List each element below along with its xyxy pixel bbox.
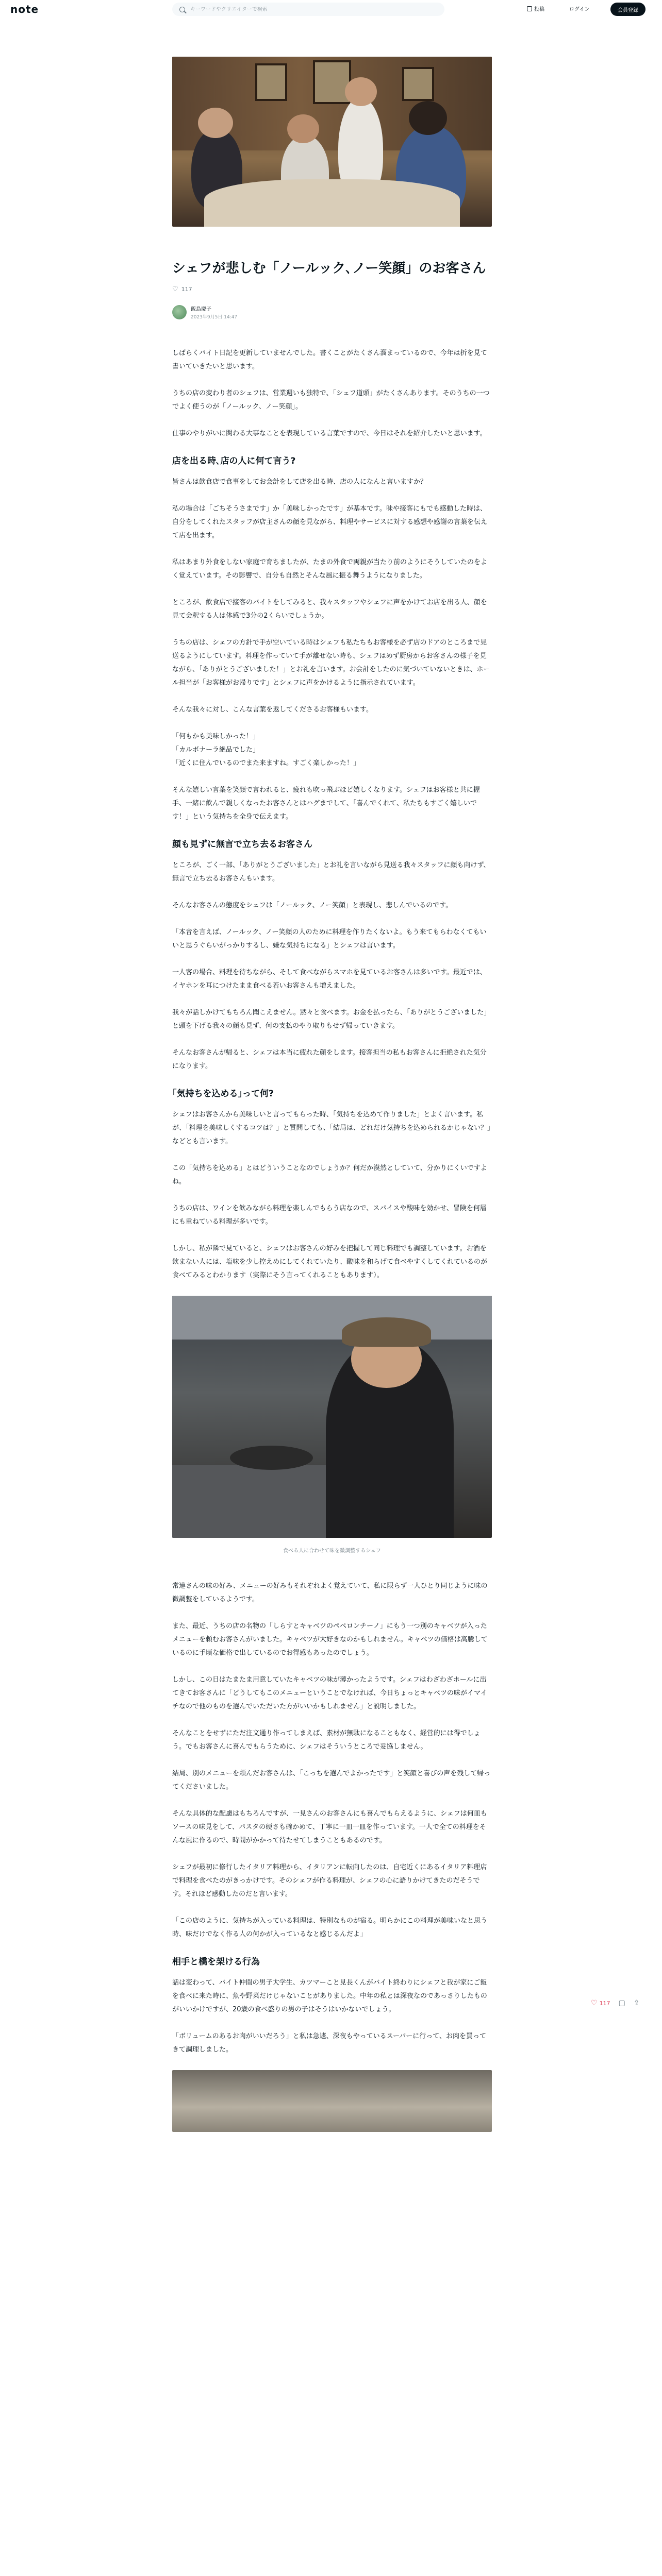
paragraph: 私の場合は「ごちそうさまです」か「美味しかったです」が基本です。味や接客にもでも感動した時は、自分をしてくれたスタッフが店主さんの顔を見ながら、料理やサービスに対する感想や感謝の言葉を伝えて店を出ます。 [172,505,488,539]
like-count: 117 [181,286,192,293]
login-link[interactable]: ログイン [569,7,590,12]
chef-photo [172,1296,492,1538]
paragraph: ところが、ごく一部、「ありがとうございました」とお礼を言いながら見送る我々スタッフに顔も向けず、無言で立ち去るお客さんもいます。 [172,861,490,883]
floating-actions [591,1999,640,2007]
paragraph: 我々が話しかけてもちろん聞こえません。黙々と食べます。お金を払ったら、「ありがとうございました」と頭を下げる我々の顔も見ず、何の支払のやり取りもせず帰っていきます。 [172,1009,491,1030]
quote-block [172,730,492,770]
paragraph: そんな具体的な配慮はもちろんですが、一見さんのお客さんにも喜んでもらえるように、シェフは何皿もソースの味見をして、パスタの硬さも確かめて、丁寧に一皿一皿を作っています。一人で全ての料理をそんな風に作るので、時間がかかって待たせてしまうこともあるのです。 [172,1810,487,1844]
section-heading: 店を出る時､店の人に何て言う? [172,456,296,466]
share-icon[interactable]: ⇪ [633,1999,640,2007]
quote-line: 「カルボナーラ絶品でした」 [172,746,260,754]
paragraph: 仕事のやりがいに関わる大事なことを表現している言葉ですので、今日はそれを紹介したいと思います。 [172,430,487,437]
paragraph: 一人客の場合、料理を待ちながら、そして食べながらスマホを見ているお客さんは多いです。最近では、イヤホンを耳につけたまま食べる若いお客さんも増えました。 [172,969,487,990]
quote-line: 「何もかも美味しかった！」 [172,733,260,740]
comment-icon[interactable]: ▢ [618,1999,625,2007]
site-header [0,0,662,19]
paragraph: 常連さんの味の好み、メニューの好みもそれぞれよく覚えていて、私に限らず一人ひとり同じように味の微調整をしているようです。 [172,1582,488,1603]
signup-button[interactable]: 会員登録 [610,3,646,16]
paragraph: 「本音を言えば、ノールック、ノー笑顔の人のために料理を作りたくないよ。もう来てもらわなくてもいいと思うぐらいがっかりするし、嫌な気持ちになる」とシェフは言います。 [172,928,487,950]
paragraph: そんなお客さんの態度をシェフは「ノールック、ノー笑顔」と表現し、悲しんでいるのです。 [172,902,453,909]
paragraph: また、最近、うちの店の名物の「しらすとキャベツのペペロンチーノ」にもう一つ別のキャベツが入ったメニューを頼むお客さんがいました。キャベツが大好きなのかもしれません。キャベツの価格は高騰しているのに手頃な価格で出しているのでお得感もあったのでしょう。 [172,1622,488,1657]
paragraph: うちの店は、シェフの方針で手が空いている時はシェフも私たちもお客様を必ず店のドアのところまで見送るようにしています。料理を作っていて手が離せない時も、シェフはめず厨房からお客さんの様子を見ながら、「ありがとうございました！」とお礼を言います。お会計をしたのに気づいていないときは、ホール担当が「お客様がお帰りです」とシェフに声をかけるように指示されています。 [172,639,490,687]
pencil-icon [527,6,532,11]
heart-icon: ♡ [172,285,178,293]
post-label: 投稿 [534,7,544,12]
search-icon [179,7,185,12]
search-box[interactable] [172,3,444,16]
author-name[interactable]: 飯島慶子 [191,307,211,312]
paragraph: うちの店の変わり者のシェフは、営業週いも独特で、「シェフ道頭」がたくさんあります。そのうちの一つでよく使うのが「ノールック、ノー笑顔」。 [172,389,490,411]
paragraph: しかし、この日はたまたま用意していたキャベツの味が薄かったようです。シェフはわざわざホールに出てきてお客さんに「どうしてもこのメニューということでなければ、今日ちょっとキャベツの味がイマイチなので他のものを選んでいただいた方がいいかもしれません」と説明しました。 [172,1676,487,1710]
section-heading: 顔も見ずに無言で立ち去るお客さん [172,839,312,850]
article [172,57,492,2132]
paragraph: しばらくバイト日記を更新していませんでした。書くことがたくさん溜まっているので、今年は折を見て書いていきたいと思います。 [172,349,487,370]
heart-icon: ♡ [591,1999,598,2007]
author-block[interactable] [172,304,492,320]
post-date: 2023年9月5日 14:47 [191,315,238,320]
paragraph: そんな我々に対し、こんな言葉を返してくださるお客様もいます。 [172,706,373,714]
paragraph: シェフはお客さんから美味しいと言ってもらった時、「気持ちを込めて作りました」とよく言います。私が、「料理を美味しくするコツは？」と質問しても、「結局は、どれだけ気持ちを込められるかじゃない？」などとも言います。 [172,1111,491,1145]
paragraph: 私はあまり外食をしない家庭で育ちましたが、たまの外食で両親が当たり前のようにそうしていたのをよく覚えています。その影響で、自分も自然とそんな風に振る舞うようになりました。 [172,558,488,580]
post-button[interactable] [527,5,544,12]
paragraph: 皆さんは飲食店で食事をしてお会計をして店を出る時、店の人になんと言いますか？ [172,478,427,486]
photo-caption: 食べる人に合わせて味を微調整するシェフ [283,1548,381,1554]
paragraph: 結局、別のメニューを頼んだお客さんは、「こっちを選んでよかったです」と笑顔と喜びの声を残して帰ってくださいました。 [172,1770,491,1791]
paragraph: ところが、飲食店で接客のバイトをしてみると、我々スタッフやシェフに声をかけてお店を出る人、顔を見て会釈する人は体感で3分の2くらいでしょうか。 [172,599,487,620]
paragraph: この「気持ちを込める」とはどういうことなのでしょうか？何だか漠然としていて、分かりにくいですよね。 [172,1164,487,1185]
author-avatar[interactable] [172,305,187,319]
section-heading: 相手と橋を架ける行為 [172,1957,260,1967]
section-heading: ｢気持ちを込める｣って何? [172,1089,274,1099]
article-photo [172,2070,492,2132]
header-photo [172,57,492,227]
paragraph: シェフが最初に修行したイタリア料理から、イタリアンに転向したのは、自宅近くにあるイタリア料理店で料理を食べたのがきっかけです。そのシェフが作る料理が、シェフの心に語りかけてきたのだそうです。それほど感動したのだと言います。 [172,1863,487,1898]
article-body [172,347,492,2132]
paragraph: 「ボリュームのあるお肉がいいだろう」と私は急遽、深夜もやっているスーパーに行って、お肉を買ってきて調理しました。 [172,2032,487,2054]
paragraph: 話は変わって、バイト仲間の男子大学生、カツマーこと見長くんがバイト終わりにシェフと我が家にご飯を食べに来た時に、魚や野菜だけじゃないことがありました。中年の私とは深夜なのであっさりしたものがいいかけですが、20歳の食べ盛りの男の子はそうはいかないでしょう。 [172,1979,487,2013]
quote-line: 「近くに住んでいるのでまた来ますね。すごく楽しかった！」 [172,759,360,767]
paragraph: 「この店のように、気持ちが入っている料理は、特別なものが宿る。明らかにこの料理が美味いなと思う時、味だけでなく作る人の何かが入っているなと感じるんだよ」 [172,1917,488,1938]
paragraph: うちの店は、ワインを飲みながら料理を楽しんでもらう店なので、スパイスや酸味を効かせ、冒険を何層にも重ねている料理が多いです。 [172,1205,487,1226]
like-area[interactable] [172,285,492,293]
note-logo[interactable]: note [10,3,39,15]
paragraph: しかし、私が隣で見ていると、シェフはお客さんの好みを把握して同じ料理でも調整しています。お酒を飲まない人には、塩味を少し控えめにしてくれていたり、酸味を和らげて食べやすくしてくれているのが食べてみるとわかります（実際にそう言ってくれることもあります）。 [172,1245,488,1279]
article-title: シェフが悲しむ「ノールック､ノー笑顔」のお客さん [172,261,486,276]
side-like-count: 117 [599,1999,610,2007]
paragraph: そんな嬉しい言葉を笑顔で言われると、疲れも吹っ飛ぶほど嬉しくなります。シェフはお客様と共に握手、一緒に飲んで親しくなったお客さんとはハグまでして、「喜んでくれて、私たちもすごく嬉しいです！」という気持ちを全身で伝えます。 [172,786,480,821]
side-like-button[interactable] [591,1999,610,2007]
paragraph: そんなことをせずにただ注文通り作ってしまえば、素材が無駄になることもなく、経営的には得でしょう。でもお客さんに喜んでもらうために、シェフはそういうところで妥協しません。 [172,1730,481,1751]
paragraph: そんなお客さんが帰ると、シェフは本当に疲れた顔をします。接客担当の私もお客さんに拒絶された気分になります。 [172,1049,487,1070]
search-input[interactable] [190,7,438,12]
